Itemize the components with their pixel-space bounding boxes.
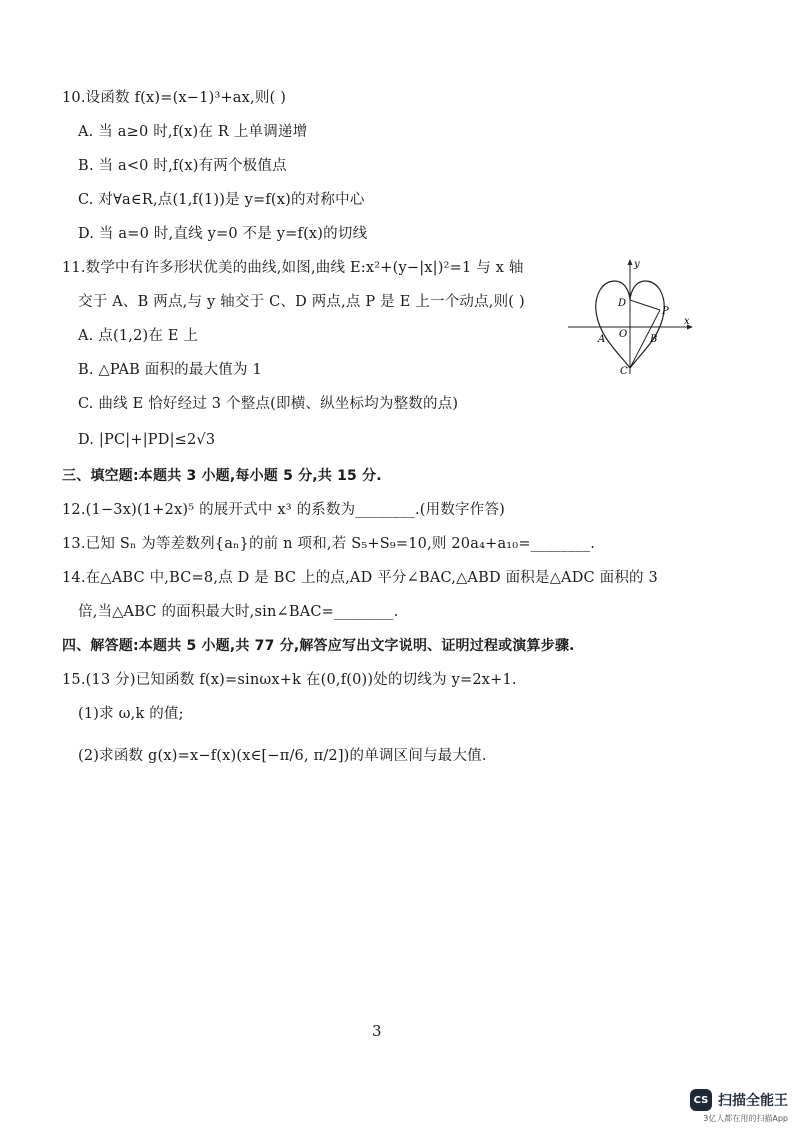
q10-option-a: A. 当 a≥0 时,f(x)在 R 上单调递增 xyxy=(78,124,308,140)
q14-line1: 14.在△ABC 中,BC=8,点 D 是 BC 上的点,AD 平分∠BAC,△ABD 面积是△ADC 面积的 3 xyxy=(62,570,658,586)
scanner-watermark xyxy=(690,1089,788,1124)
scanner-app-name: 扫描全能王 xyxy=(718,1093,788,1109)
q10-option-b: B. 当 a<0 时,f(x)有两个极值点 xyxy=(78,158,287,174)
scanner-logo-icon: CS xyxy=(690,1089,712,1111)
label-y: y xyxy=(634,259,640,270)
q10-stem: 10.设函数 f(x)=(x−1)³+ax,则( ) xyxy=(62,90,287,106)
q14-line2: 倍,当△ABC 的面积最大时,sin∠BAC=________. xyxy=(78,604,399,620)
q12-text: 12.(1−3x)(1+2x)⁵ 的展开式中 x³ 的系数为________.(用数字作答) xyxy=(62,502,505,518)
q10-option-c: C. 对∀a∈R,点(1,f(1))是 y=f(x)的对称中心 xyxy=(78,192,365,208)
heart-curve-figure xyxy=(568,256,698,376)
label-o: O xyxy=(619,329,628,340)
label-d: D xyxy=(618,298,627,309)
q11-option-a: A. 点(1,2)在 E 上 xyxy=(78,328,199,344)
label-p: P xyxy=(662,306,669,317)
q11-stem-line2: 交于 A、B 两点,与 y 轴交于 C、D 两点,点 P 是 E 上一个动点,则( ) xyxy=(78,294,525,310)
q13-text: 13.已知 Sₙ 为等差数列{aₙ}的前 n 项和,若 S₅+S₉=10,则 20a₄+a₁₀=________. xyxy=(62,536,596,552)
q10-option-d: D. 当 a=0 时,直线 y=0 不是 y=f(x)的切线 xyxy=(78,226,368,242)
label-c: C xyxy=(620,366,628,376)
section-4-heading: 四、解答题:本题共 5 小题,共 77 分,解答应写出文字说明、证明过程或演算步骤. xyxy=(62,638,575,654)
section-3-heading: 三、填空题:本题共 3 小题,每小题 5 分,共 15 分. xyxy=(62,468,382,484)
scanner-tagline: 3亿人都在用的扫描App xyxy=(703,1114,788,1123)
label-a: A xyxy=(598,334,606,345)
q11-option-c: C. 曲线 E 恰好经过 3 个整点(即横、纵坐标均为整数的点) xyxy=(78,396,459,412)
y-axis-arrow xyxy=(628,259,633,265)
label-x: x xyxy=(684,316,690,327)
q11-option-d: D. |PC|+|PD|≤2√3 xyxy=(78,432,216,448)
q15-stem: 15.(13 分)已知函数 f(x)=sinωx+k 在(0,f(0))处的切线为 y=2x+1. xyxy=(62,672,517,688)
q11-option-b: B. △PAB 面积的最大值为 1 xyxy=(78,362,262,378)
segment-pd xyxy=(630,300,660,310)
label-b: B xyxy=(650,334,658,345)
q15-part-1: (1)求 ω,k 的值; xyxy=(78,706,184,722)
q11-stem-line1: 11.数学中有许多形状优美的曲线,如图,曲线 E:x²+(y−|x|)²=1 与 x 轴 xyxy=(62,260,524,276)
page-number: 3 xyxy=(372,1022,382,1040)
q15-part-2: (2)求函数 g(x)=x−f(x)(x∈[−π/6, π/2])的单调区间与最大值. xyxy=(78,748,487,764)
